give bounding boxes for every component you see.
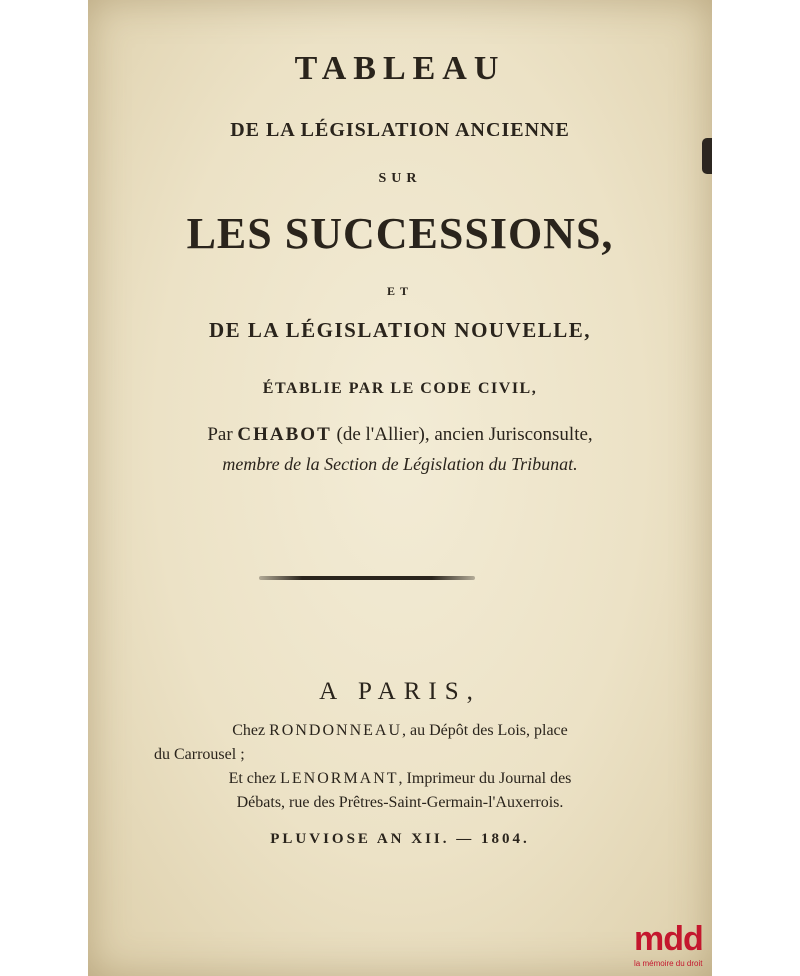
author-role: membre de la Section de Législation du Tribunat. bbox=[222, 454, 578, 474]
imprint-line-1 bbox=[88, 722, 712, 740]
imprint-line-2: du Carrousel ; bbox=[154, 746, 245, 763]
connector-et: ET bbox=[386, 284, 413, 298]
imprint-line-1-prefix: Chez bbox=[232, 722, 266, 739]
main-heading: LES SUCCESSIONS, bbox=[186, 209, 614, 258]
subtitle-civil-code: ÉTABLIE PAR LE CODE CIVIL, bbox=[262, 380, 538, 397]
imprint-line-3-prefix: Et chez bbox=[228, 770, 277, 787]
author-suffix: (de l'Allier), ancien Jurisconsulte, bbox=[336, 424, 593, 445]
decorative-rule bbox=[259, 576, 475, 580]
author-line bbox=[88, 424, 712, 446]
connector-sur: SUR bbox=[378, 171, 422, 186]
imprint-line-4: Débats, rue des Prêtres-Saint-Germain-l'Auxerrois. bbox=[236, 794, 564, 811]
publisher-lenormant: LENORMANT bbox=[280, 770, 399, 787]
mdd-logo-mark: mdd bbox=[634, 920, 703, 958]
mdd-logo-tagline: la mémoire du droit bbox=[634, 959, 703, 968]
page-tab-mark bbox=[702, 138, 712, 174]
subtitle-ancient-legislation: DE LA LÉGISLATION ANCIENNE bbox=[230, 119, 570, 141]
imprint-line-1-suffix: , au Dépôt des Lois, place bbox=[402, 722, 568, 739]
imprint-city: A PARIS, bbox=[319, 678, 481, 705]
imprint-line-3-suffix: , Imprimeur du Journal des bbox=[398, 770, 572, 787]
book-title: TABLEAU bbox=[294, 50, 506, 87]
author-prefix: Par bbox=[207, 424, 233, 445]
imprint-line-3 bbox=[88, 770, 712, 788]
mdd-logo bbox=[634, 922, 714, 974]
book-page bbox=[88, 0, 712, 976]
subtitle-new-legislation: DE LA LÉGISLATION NOUVELLE, bbox=[208, 318, 592, 342]
author-name: CHABOT bbox=[237, 424, 332, 445]
publisher-rondonneau: RONDONNEAU bbox=[269, 722, 403, 739]
publication-date: PLUVIOSE AN XII. — 1804. bbox=[270, 831, 530, 847]
